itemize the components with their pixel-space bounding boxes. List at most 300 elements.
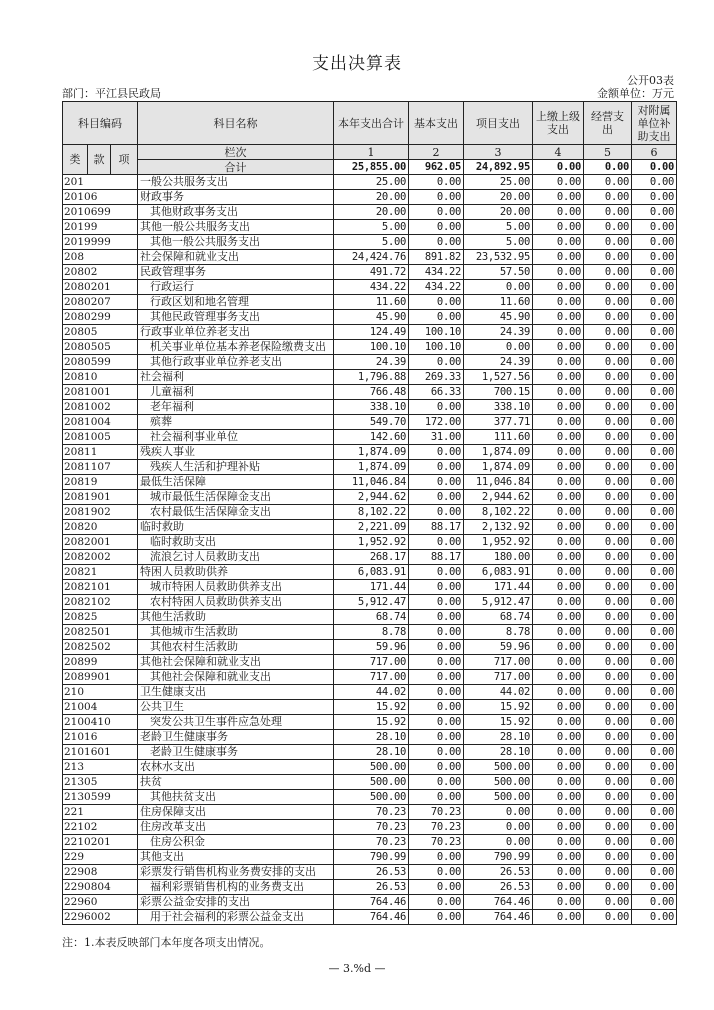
amount-cell: 1,952.92 bbox=[464, 535, 533, 550]
amount-cell: 0.00 bbox=[409, 790, 464, 805]
total-cell: 24,892.95 bbox=[464, 160, 533, 175]
subject-name: 社会福利 bbox=[138, 370, 334, 385]
subject-code: 20805 bbox=[63, 325, 138, 340]
amount-cell: 100.10 bbox=[409, 340, 464, 355]
amount-cell: 6,083.91 bbox=[334, 565, 409, 580]
amount-cell: 0.00 bbox=[584, 550, 632, 565]
amount-cell: 0.00 bbox=[584, 280, 632, 295]
subject-name: 儿童福利 bbox=[138, 385, 334, 400]
amount-cell: 0.00 bbox=[584, 220, 632, 235]
amount-cell: 0.00 bbox=[533, 535, 584, 550]
amount-cell: 0.00 bbox=[632, 625, 677, 640]
amount-cell: 0.00 bbox=[632, 475, 677, 490]
amount-cell: 0.00 bbox=[632, 580, 677, 595]
amount-cell: 0.00 bbox=[409, 910, 464, 925]
subject-code: 2082502 bbox=[63, 640, 138, 655]
amount-cell: 790.99 bbox=[334, 850, 409, 865]
amount-cell: 0.00 bbox=[533, 550, 584, 565]
amount-cell: 0.00 bbox=[409, 670, 464, 685]
amount-cell: 0.00 bbox=[533, 475, 584, 490]
header-total-expenditure: 本年支出合计 bbox=[334, 102, 409, 145]
subject-name: 社会保障和就业支出 bbox=[138, 250, 334, 265]
amount-cell: 0.00 bbox=[584, 295, 632, 310]
amount-cell: 0.00 bbox=[584, 790, 632, 805]
amount-cell: 0.00 bbox=[533, 385, 584, 400]
subject-code: 22102 bbox=[63, 820, 138, 835]
amount-cell: 70.23 bbox=[409, 805, 464, 820]
subject-code: 2010699 bbox=[63, 205, 138, 220]
amount-cell: 0.00 bbox=[533, 595, 584, 610]
amount-cell: 0.00 bbox=[533, 370, 584, 385]
subject-name: 城市最低生活保障金支出 bbox=[138, 490, 334, 505]
amount-cell: 0.00 bbox=[533, 625, 584, 640]
amount-cell: 0.00 bbox=[533, 235, 584, 250]
amount-cell: 0.00 bbox=[584, 505, 632, 520]
table-row bbox=[63, 865, 677, 880]
amount-cell: 45.90 bbox=[464, 310, 533, 325]
amount-cell: 0.00 bbox=[533, 250, 584, 265]
amount-cell: 1,874.09 bbox=[334, 445, 409, 460]
amount-cell: 70.23 bbox=[334, 805, 409, 820]
table-row bbox=[63, 220, 677, 235]
table-row bbox=[63, 265, 677, 280]
subject-name: 殡葬 bbox=[138, 415, 334, 430]
table-row bbox=[63, 910, 677, 925]
amount-cell: 24,424.76 bbox=[334, 250, 409, 265]
table-row bbox=[63, 520, 677, 535]
amount-cell: 0.00 bbox=[584, 460, 632, 475]
amount-cell: 88.17 bbox=[409, 520, 464, 535]
subject-name: 住房保障支出 bbox=[138, 805, 334, 820]
table-row bbox=[63, 565, 677, 580]
amount-cell: 0.00 bbox=[409, 760, 464, 775]
amount-cell: 0.00 bbox=[584, 265, 632, 280]
amount-cell: 0.00 bbox=[584, 670, 632, 685]
subject-code: 2081005 bbox=[63, 430, 138, 445]
amount-cell: 0.00 bbox=[533, 175, 584, 190]
page-number: — 3.%d — bbox=[328, 962, 386, 975]
subject-name: 福利彩票销售机构的业务费支出 bbox=[138, 880, 334, 895]
amount-cell: 0.00 bbox=[632, 745, 677, 760]
amount-cell: 171.44 bbox=[334, 580, 409, 595]
amount-cell: 0.00 bbox=[409, 655, 464, 670]
amount-cell: 0.00 bbox=[409, 745, 464, 760]
amount-cell: 0.00 bbox=[533, 220, 584, 235]
subject-name: 民政管理事务 bbox=[138, 265, 334, 280]
subject-name: 公共卫生 bbox=[138, 700, 334, 715]
amount-cell: 0.00 bbox=[632, 205, 677, 220]
amount-cell: 68.74 bbox=[464, 610, 533, 625]
amount-cell: 5.00 bbox=[334, 220, 409, 235]
subject-name: 城市特困人员救助供养支出 bbox=[138, 580, 334, 595]
amount-cell: 0.00 bbox=[533, 820, 584, 835]
amount-cell: 45.90 bbox=[334, 310, 409, 325]
amount-cell: 500.00 bbox=[464, 775, 533, 790]
amount-cell: 0.00 bbox=[632, 175, 677, 190]
table-row bbox=[63, 400, 677, 415]
amount-cell: 0.00 bbox=[632, 880, 677, 895]
amount-cell: 0.00 bbox=[584, 835, 632, 850]
amount-cell: 70.23 bbox=[334, 835, 409, 850]
subject-name: 一般公共服务支出 bbox=[138, 175, 334, 190]
amount-cell: 764.46 bbox=[334, 895, 409, 910]
amount-cell: 0.00 bbox=[632, 910, 677, 925]
amount-cell: 0.00 bbox=[632, 325, 677, 340]
amount-cell: 28.10 bbox=[334, 745, 409, 760]
table-row bbox=[63, 250, 677, 265]
amount-cell: 2,221.09 bbox=[334, 520, 409, 535]
amount-cell: 0.00 bbox=[533, 850, 584, 865]
table-row bbox=[63, 190, 677, 205]
amount-cell: 0.00 bbox=[584, 580, 632, 595]
subject-name: 彩票发行销售机构业务费安排的支出 bbox=[138, 865, 334, 880]
subject-code: 2081107 bbox=[63, 460, 138, 475]
amount-cell: 0.00 bbox=[584, 205, 632, 220]
amount-cell: 0.00 bbox=[632, 835, 677, 850]
amount-cell: 11.60 bbox=[464, 295, 533, 310]
table-row bbox=[63, 895, 677, 910]
subject-name: 财政事务 bbox=[138, 190, 334, 205]
amount-cell: 0.00 bbox=[533, 310, 584, 325]
subject-code: 20802 bbox=[63, 265, 138, 280]
col-number-3: 3 bbox=[464, 145, 533, 160]
amount-cell: 0.00 bbox=[632, 190, 677, 205]
table-row bbox=[63, 340, 677, 355]
amount-cell: 11,046.84 bbox=[464, 475, 533, 490]
amount-cell: 338.10 bbox=[334, 400, 409, 415]
amount-cell: 0.00 bbox=[584, 355, 632, 370]
amount-cell: 24.39 bbox=[464, 325, 533, 340]
amount-cell: 0.00 bbox=[632, 265, 677, 280]
subject-name: 农村最低生活保障金支出 bbox=[138, 505, 334, 520]
amount-cell: 0.00 bbox=[584, 325, 632, 340]
amount-cell: 124.49 bbox=[334, 325, 409, 340]
amount-cell: 0.00 bbox=[632, 775, 677, 790]
amount-cell: 0.00 bbox=[409, 700, 464, 715]
amount-cell: 0.00 bbox=[584, 445, 632, 460]
amount-cell: 0.00 bbox=[409, 490, 464, 505]
table-row bbox=[63, 235, 677, 250]
table-row bbox=[63, 730, 677, 745]
total-cell: 0.00 bbox=[533, 160, 584, 175]
subject-name: 其他农村生活救助 bbox=[138, 640, 334, 655]
amount-cell: 0.00 bbox=[533, 400, 584, 415]
subject-code: 2082102 bbox=[63, 595, 138, 610]
subject-name: 其他社会保障和就业支出 bbox=[138, 670, 334, 685]
amount-cell: 0.00 bbox=[584, 475, 632, 490]
subject-code: 2100410 bbox=[63, 715, 138, 730]
amount-cell: 717.00 bbox=[334, 655, 409, 670]
amount-cell: 0.00 bbox=[584, 685, 632, 700]
table-row bbox=[63, 295, 677, 310]
amount-cell: 0.00 bbox=[584, 415, 632, 430]
header-operating-expenditure: 经营支出 bbox=[584, 102, 632, 145]
amount-cell: 0.00 bbox=[632, 505, 677, 520]
amount-cell: 434.22 bbox=[409, 280, 464, 295]
amount-cell: 0.00 bbox=[464, 340, 533, 355]
amount-cell: 8.78 bbox=[334, 625, 409, 640]
amount-cell: 0.00 bbox=[533, 895, 584, 910]
amount-cell: 0.00 bbox=[409, 640, 464, 655]
amount-cell: 1,874.09 bbox=[464, 460, 533, 475]
subject-code: 2081004 bbox=[63, 415, 138, 430]
total-cell: 25,855.00 bbox=[334, 160, 409, 175]
table-row bbox=[63, 760, 677, 775]
amount-cell: 0.00 bbox=[584, 700, 632, 715]
amount-cell: 0.00 bbox=[632, 340, 677, 355]
amount-cell: 0.00 bbox=[632, 730, 677, 745]
amount-cell: 0.00 bbox=[409, 205, 464, 220]
total-row bbox=[63, 160, 677, 175]
subject-code: 229 bbox=[63, 850, 138, 865]
amount-cell: 8,102.22 bbox=[464, 505, 533, 520]
amount-cell: 0.00 bbox=[533, 295, 584, 310]
table-row bbox=[63, 475, 677, 490]
table-row bbox=[63, 655, 677, 670]
amount-cell: 0.00 bbox=[632, 490, 677, 505]
amount-cell: 0.00 bbox=[533, 790, 584, 805]
amount-cell: 0.00 bbox=[409, 235, 464, 250]
table-row bbox=[63, 325, 677, 340]
table-row bbox=[63, 790, 677, 805]
amount-cell: 44.02 bbox=[464, 685, 533, 700]
amount-cell: 764.46 bbox=[464, 910, 533, 925]
amount-cell: 0.00 bbox=[464, 820, 533, 835]
subject-code: 21016 bbox=[63, 730, 138, 745]
subject-name: 流浪乞讨人员救助支出 bbox=[138, 550, 334, 565]
subject-code: 208 bbox=[63, 250, 138, 265]
amount-cell: 0.00 bbox=[409, 625, 464, 640]
amount-cell: 0.00 bbox=[632, 640, 677, 655]
subject-name: 临时救助 bbox=[138, 520, 334, 535]
total-cell: 0.00 bbox=[584, 160, 632, 175]
table-row bbox=[63, 490, 677, 505]
amount-cell: 0.00 bbox=[533, 655, 584, 670]
subject-code: 20825 bbox=[63, 610, 138, 625]
amount-cell: 0.00 bbox=[533, 430, 584, 445]
amount-cell: 0.00 bbox=[533, 460, 584, 475]
amount-cell: 0.00 bbox=[632, 595, 677, 610]
subject-name: 住房公积金 bbox=[138, 835, 334, 850]
amount-cell: 0.00 bbox=[533, 565, 584, 580]
subject-code: 2082501 bbox=[63, 625, 138, 640]
amount-cell: 0.00 bbox=[533, 355, 584, 370]
subject-code: 2019999 bbox=[63, 235, 138, 250]
total-label: 合计 bbox=[138, 160, 334, 175]
subject-code: 213 bbox=[63, 760, 138, 775]
amount-cell: 0.00 bbox=[584, 760, 632, 775]
amount-cell: 6,083.91 bbox=[464, 565, 533, 580]
amount-cell: 0.00 bbox=[533, 865, 584, 880]
amount-cell: 0.00 bbox=[464, 835, 533, 850]
amount-cell: 0.00 bbox=[584, 640, 632, 655]
subject-name: 其他扶贫支出 bbox=[138, 790, 334, 805]
table-row bbox=[63, 805, 677, 820]
amount-cell: 44.02 bbox=[334, 685, 409, 700]
table-row bbox=[63, 445, 677, 460]
subject-name: 其他财政事务支出 bbox=[138, 205, 334, 220]
subject-code: 201 bbox=[63, 175, 138, 190]
subject-name: 用于社会福利的彩票公益金支出 bbox=[138, 910, 334, 925]
amount-cell: 0.00 bbox=[533, 745, 584, 760]
subject-code: 20810 bbox=[63, 370, 138, 385]
amount-cell: 0.00 bbox=[632, 760, 677, 775]
subject-name: 临时救助支出 bbox=[138, 535, 334, 550]
amount-cell: 0.00 bbox=[632, 865, 677, 880]
amount-cell: 717.00 bbox=[334, 670, 409, 685]
amount-cell: 764.46 bbox=[464, 895, 533, 910]
table-row bbox=[63, 700, 677, 715]
amount-cell: 0.00 bbox=[632, 460, 677, 475]
table-row bbox=[63, 370, 677, 385]
amount-cell: 0.00 bbox=[533, 760, 584, 775]
amount-cell: 15.92 bbox=[334, 715, 409, 730]
amount-cell: 70.23 bbox=[334, 820, 409, 835]
amount-cell: 0.00 bbox=[632, 895, 677, 910]
amount-cell: 0.00 bbox=[584, 340, 632, 355]
subject-code: 2080201 bbox=[63, 280, 138, 295]
amount-cell: 0.00 bbox=[632, 370, 677, 385]
table-row bbox=[63, 595, 677, 610]
subject-code: 20819 bbox=[63, 475, 138, 490]
table-row bbox=[63, 625, 677, 640]
amount-cell: 0.00 bbox=[632, 430, 677, 445]
amount-cell: 500.00 bbox=[334, 775, 409, 790]
amount-cell: 491.72 bbox=[334, 265, 409, 280]
amount-cell: 0.00 bbox=[584, 655, 632, 670]
table-row bbox=[63, 310, 677, 325]
amount-cell: 11,046.84 bbox=[334, 475, 409, 490]
table-note: 注：1.本表反映部门本年度各项支出情况。 bbox=[62, 936, 271, 949]
amount-cell: 0.00 bbox=[409, 685, 464, 700]
amount-cell: 0.00 bbox=[464, 805, 533, 820]
table-row bbox=[63, 850, 677, 865]
amount-cell: 0.00 bbox=[584, 565, 632, 580]
subject-code: 2081902 bbox=[63, 505, 138, 520]
amount-cell: 0.00 bbox=[409, 190, 464, 205]
amount-cell: 0.00 bbox=[584, 805, 632, 820]
amount-cell: 28.10 bbox=[464, 730, 533, 745]
subject-code: 2210201 bbox=[63, 835, 138, 850]
amount-cell: 0.00 bbox=[632, 565, 677, 580]
amount-cell: 0.00 bbox=[533, 445, 584, 460]
amount-cell: 88.17 bbox=[409, 550, 464, 565]
subject-name: 老龄卫生健康事务 bbox=[138, 730, 334, 745]
amount-cell: 0.00 bbox=[533, 730, 584, 745]
subject-code: 2290804 bbox=[63, 880, 138, 895]
table-row bbox=[63, 205, 677, 220]
amount-cell: 500.00 bbox=[464, 790, 533, 805]
subject-name: 其他民政管理事务支出 bbox=[138, 310, 334, 325]
amount-cell: 0.00 bbox=[632, 400, 677, 415]
table-row bbox=[63, 175, 677, 190]
amount-cell: 0.00 bbox=[409, 730, 464, 745]
amount-cell: 111.60 bbox=[464, 430, 533, 445]
table-row bbox=[63, 415, 677, 430]
col-number-6: 6 bbox=[632, 145, 677, 160]
amount-cell: 0.00 bbox=[584, 310, 632, 325]
table-row bbox=[63, 640, 677, 655]
subject-code: 20106 bbox=[63, 190, 138, 205]
amount-cell: 0.00 bbox=[584, 850, 632, 865]
subject-name: 卫生健康支出 bbox=[138, 685, 334, 700]
subject-code: 21305 bbox=[63, 775, 138, 790]
amount-cell: 57.50 bbox=[464, 265, 533, 280]
amount-cell: 59.96 bbox=[334, 640, 409, 655]
amount-cell: 0.00 bbox=[409, 400, 464, 415]
table-row bbox=[63, 610, 677, 625]
table-row bbox=[63, 430, 677, 445]
subject-name: 老龄卫生健康事务 bbox=[138, 745, 334, 760]
subject-name: 社会福利事业单位 bbox=[138, 430, 334, 445]
amount-cell: 1,874.09 bbox=[334, 460, 409, 475]
amount-cell: 2,944.62 bbox=[464, 490, 533, 505]
amount-cell: 0.00 bbox=[632, 220, 677, 235]
amount-cell: 0.00 bbox=[632, 520, 677, 535]
amount-cell: 0.00 bbox=[584, 400, 632, 415]
amount-cell: 20.00 bbox=[334, 190, 409, 205]
amount-cell: 0.00 bbox=[409, 580, 464, 595]
amount-cell: 434.22 bbox=[409, 265, 464, 280]
amount-cell: 0.00 bbox=[632, 445, 677, 460]
amount-cell: 0.00 bbox=[533, 490, 584, 505]
table-row bbox=[63, 385, 677, 400]
amount-cell: 0.00 bbox=[584, 730, 632, 745]
subject-code: 2089901 bbox=[63, 670, 138, 685]
subject-name: 其他行政事业单位养老支出 bbox=[138, 355, 334, 370]
amount-cell: 1,796.88 bbox=[334, 370, 409, 385]
amount-cell: 0.00 bbox=[584, 895, 632, 910]
amount-cell: 68.74 bbox=[334, 610, 409, 625]
amount-cell: 1,952.92 bbox=[334, 535, 409, 550]
subject-name: 其他生活救助 bbox=[138, 610, 334, 625]
amount-cell: 23,532.95 bbox=[464, 250, 533, 265]
amount-cell: 0.00 bbox=[632, 655, 677, 670]
amount-cell: 891.82 bbox=[409, 250, 464, 265]
amount-cell: 0.00 bbox=[533, 520, 584, 535]
subject-code: 21004 bbox=[63, 700, 138, 715]
amount-cell: 0.00 bbox=[632, 385, 677, 400]
amount-cell: 0.00 bbox=[584, 880, 632, 895]
amount-cell: 0.00 bbox=[409, 775, 464, 790]
total-cell: 962.05 bbox=[409, 160, 464, 175]
amount-cell: 0.00 bbox=[533, 805, 584, 820]
amount-cell: 15.92 bbox=[334, 700, 409, 715]
amount-cell: 0.00 bbox=[632, 355, 677, 370]
subject-code: 2082101 bbox=[63, 580, 138, 595]
amount-cell: 0.00 bbox=[409, 880, 464, 895]
subject-code: 2082001 bbox=[63, 535, 138, 550]
amount-cell: 142.60 bbox=[334, 430, 409, 445]
amount-cell: 0.00 bbox=[632, 280, 677, 295]
amount-cell: 59.96 bbox=[464, 640, 533, 655]
amount-cell: 11.60 bbox=[334, 295, 409, 310]
subject-code: 20820 bbox=[63, 520, 138, 535]
amount-cell: 0.00 bbox=[584, 865, 632, 880]
amount-cell: 0.00 bbox=[632, 670, 677, 685]
table-row bbox=[63, 820, 677, 835]
subject-code: 20199 bbox=[63, 220, 138, 235]
expenditure-table bbox=[62, 101, 677, 925]
amount-cell: 0.00 bbox=[584, 535, 632, 550]
header-lei: 类 bbox=[63, 145, 88, 175]
amount-cell: 338.10 bbox=[464, 400, 533, 415]
table-row bbox=[63, 835, 677, 850]
amount-cell: 0.00 bbox=[533, 640, 584, 655]
amount-cell: 0.00 bbox=[533, 685, 584, 700]
subject-code: 2081001 bbox=[63, 385, 138, 400]
amount-cell: 0.00 bbox=[584, 820, 632, 835]
